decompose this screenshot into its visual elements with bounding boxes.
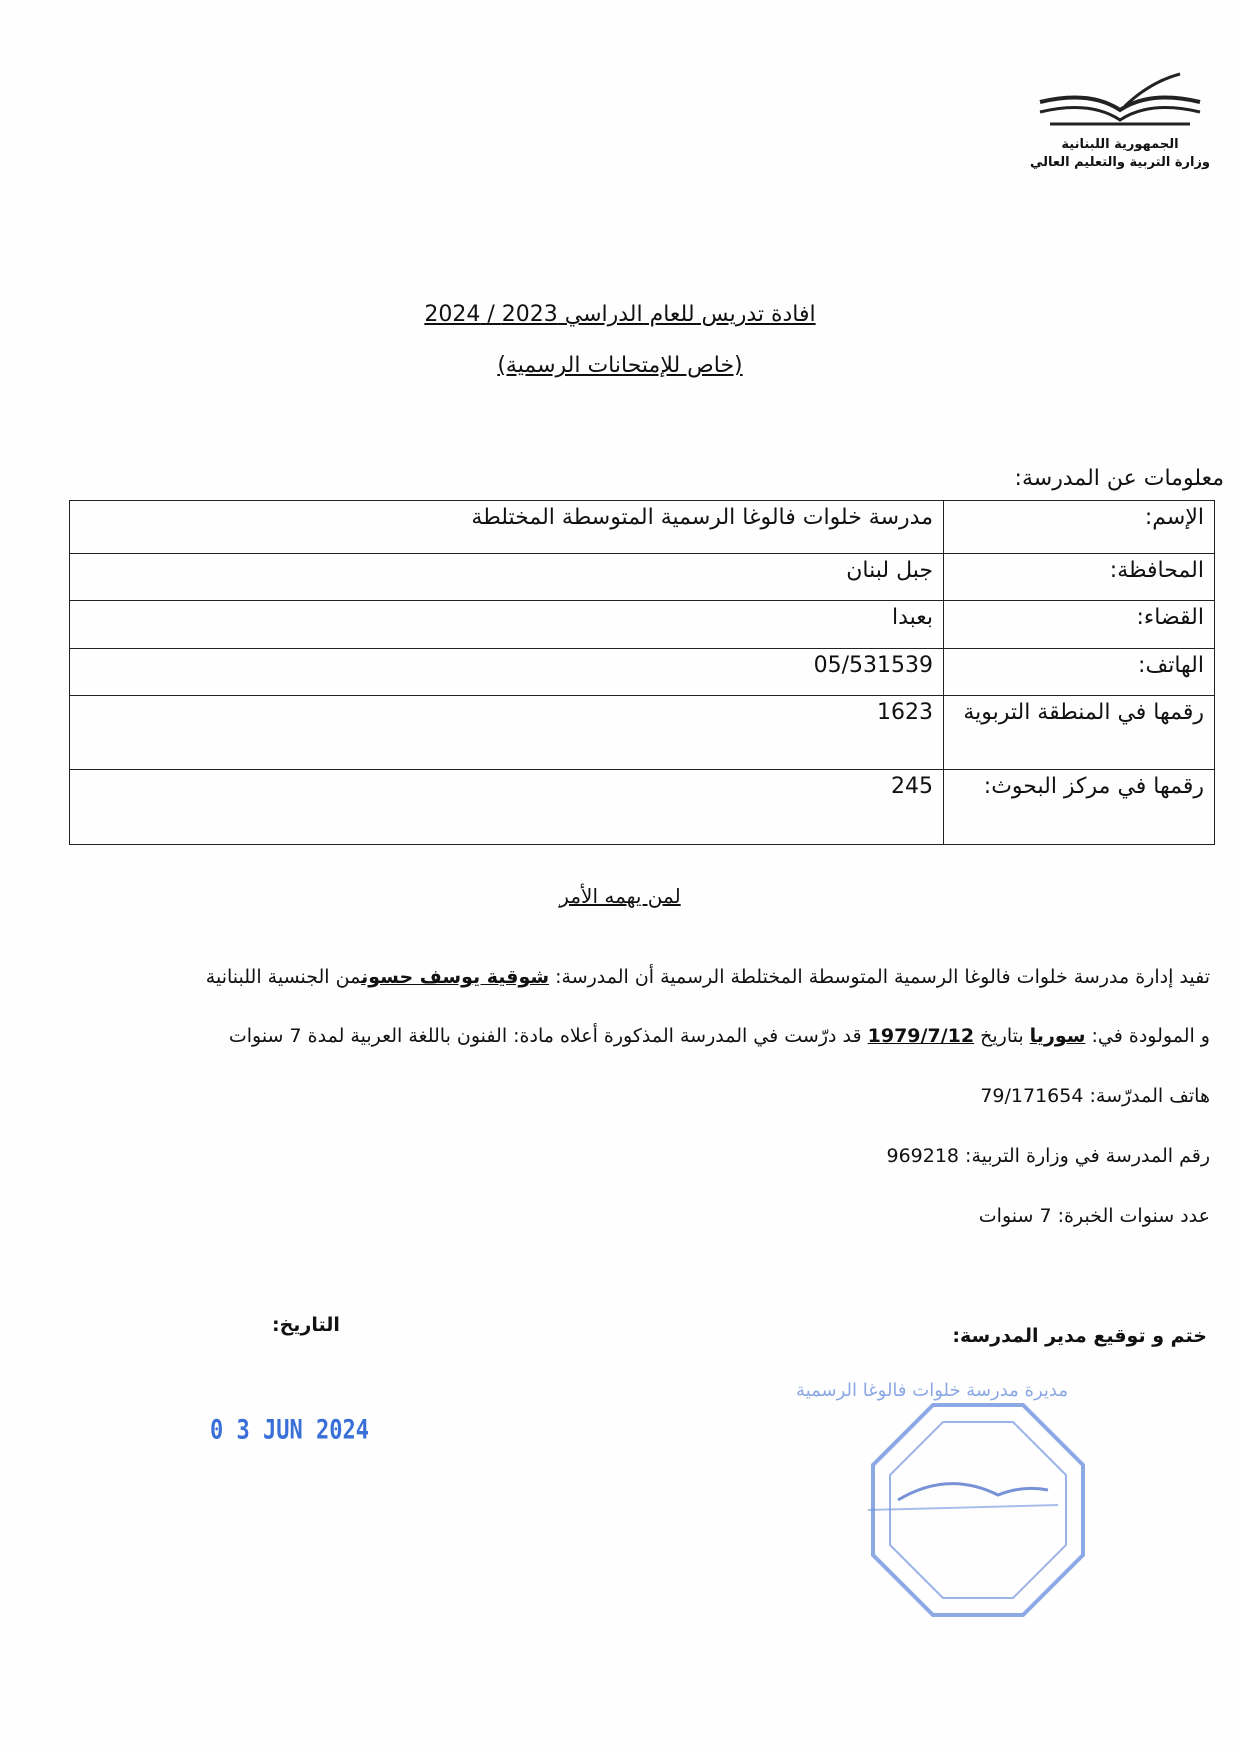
text: بتاريخ: [974, 1025, 1030, 1047]
label-name: الإسم:: [944, 501, 1215, 554]
body-line-2: [229, 1025, 1210, 1047]
label: عدد سنوات الخبرة:: [1051, 1205, 1210, 1227]
label: رقم المدرسة في وزارة التربية:: [959, 1145, 1210, 1167]
teacher-name: شوقية يوسف حسون: [361, 966, 550, 988]
school-info-heading: معلومات عن المدرسة:: [1014, 466, 1224, 491]
label-phone: الهاتف:: [944, 649, 1215, 696]
value-name: مدرسة خلوات فالوغا الرسمية المتوسطة المختلطة: [70, 501, 944, 554]
value-research-number: 245: [70, 770, 944, 845]
open-book-icon: [1030, 72, 1210, 132]
stamp-text: مديرة مدرسة خلوات فالوغا الرسمية: [796, 1380, 1068, 1401]
document-title: افادة تدريس للعام الدراسي 2023 / 2024: [424, 302, 816, 327]
text: و المولودة في:: [1085, 1025, 1210, 1047]
label: هاتف المدرّسة:: [1083, 1085, 1210, 1107]
label-research-number: رقمها في مركز البحوث:: [944, 770, 1215, 845]
document-subtitle: (خاص للإمتحانات الرسمية): [497, 353, 743, 378]
teacher-phone-line: [980, 1085, 1210, 1107]
ministry-number-line: [886, 1145, 1210, 1167]
experience-years: 7 سنوات: [978, 1205, 1052, 1227]
ministry-name: وزارة التربية والتعليم العالي: [1029, 155, 1211, 170]
label-district: القضاء:: [944, 601, 1215, 649]
birthdate: 1979/7/12: [867, 1025, 975, 1047]
value-region-number: 1623: [70, 696, 944, 770]
date-stamp: 0 3 JUN 2024: [210, 1415, 369, 1446]
official-seal-icon: [858, 1390, 1098, 1630]
to-whom-heading: لمن يهمه الأمر: [559, 884, 681, 908]
date-label: التاريخ:: [272, 1314, 340, 1336]
teacher-phone: 79/171654: [980, 1085, 1084, 1107]
label-region-number: رقمها في المنطقة التربوية: [944, 696, 1215, 770]
ministry-number: 969218: [886, 1145, 960, 1167]
country-name: الجمهورية اللبنانية: [1061, 137, 1179, 152]
birthplace: سوريا: [1029, 1025, 1086, 1047]
text: تفيد إدارة مدرسة خلوات فالوغا الرسمية المتوسطة المختلطة الرسمية أن المدرسة:: [549, 966, 1210, 988]
value-governorate: جبل لبنان: [70, 554, 944, 601]
signature-label: ختم و توقيع مدير المدرسة:: [952, 1325, 1207, 1347]
value-district: بعبدا: [70, 601, 944, 649]
label-governorate: المحافظة:: [944, 554, 1215, 601]
experience-line: [979, 1205, 1210, 1227]
school-info-table: [69, 500, 1215, 845]
text: من الجنسية اللبنانية: [205, 966, 362, 988]
school-stamp: [796, 1380, 1098, 1630]
text: قد درّست في المدرسة المذكورة أعلاه مادة: الفنون باللغة العربية لمدة 7 سنوات: [228, 1025, 868, 1047]
body-line-1: [206, 966, 1210, 988]
value-phone: 05/531539: [70, 649, 944, 696]
ministry-logo: [1015, 72, 1225, 172]
